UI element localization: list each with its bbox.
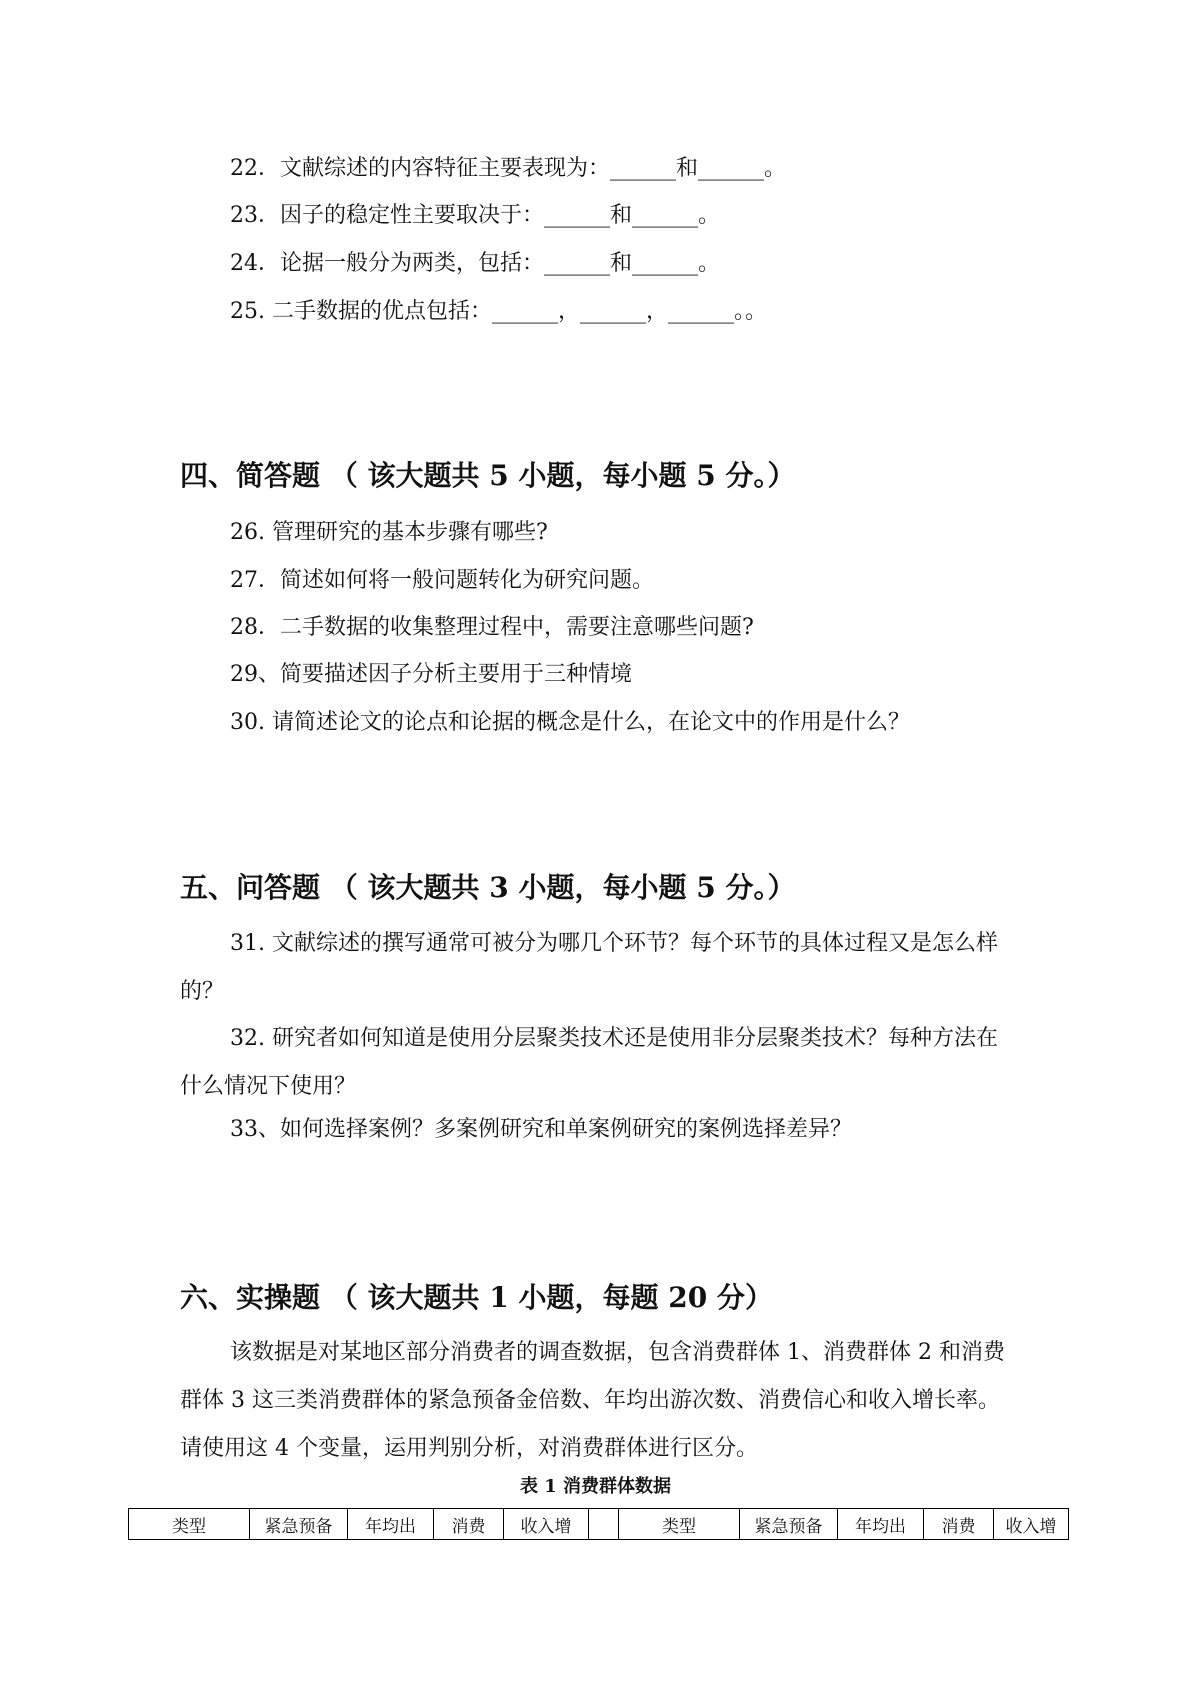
- practical-task-paragraph: 该数据是对某地区部分消费者的调查数据，包含消费群体 1、消费群体 2 和消费群体 3 这三类消费群体的紧急预备金倍数、年均出游次数、消费信心和收入增长率。请使用这 4 个变量，运用判别分析，对消费群体进行区分。: [180, 1340, 1005, 1461]
- question-28: 28．二手数据的收集整理过程中，需要注意哪些问题?: [230, 615, 754, 640]
- table-header-cell: 消费: [924, 1509, 994, 1540]
- table-header-cell: 类型: [129, 1509, 250, 1540]
- question-26: 26. 管理研究的基本步骤有哪些?: [230, 520, 548, 545]
- question-24: [230, 249, 720, 279]
- table-header-cell: 收入增: [994, 1509, 1069, 1540]
- question-30: 30. 请简述论文的论点和论据的概念是什么，在论文中的作用是什么？: [230, 710, 910, 735]
- table-header-cell: 紧急预备: [250, 1509, 348, 1540]
- question-text: ．论据一般分为两类，包括：______和______。: [258, 251, 721, 276]
- section-4-heading: 四、简答题 （ 该大题共 5 小题，每小题 5 分。）: [180, 459, 796, 492]
- question-number: 22: [230, 156, 258, 181]
- table-header-cell: 年均出: [348, 1509, 434, 1540]
- question-text: ．因子的稳定性主要取决于：______和______。: [258, 203, 721, 228]
- question-33: 33、如何选择案例？多案例研究和单案例研究的案例选择差异？: [230, 1117, 852, 1142]
- question-number: 24: [230, 251, 258, 276]
- table-header-cell: 年均出: [838, 1509, 924, 1540]
- question-text: ．文献综述的内容特征主要表现为：______和______。: [258, 156, 787, 181]
- question-22: [230, 154, 786, 184]
- question-27: 27．简述如何将一般问题转化为研究问题。: [230, 568, 654, 593]
- question-number: 23: [230, 203, 258, 228]
- table-header-cell: 收入增: [504, 1509, 589, 1540]
- question-number: 25: [230, 299, 258, 324]
- table-header-cell: [589, 1509, 619, 1540]
- question-32: 32. 研究者如何知道是使用分层聚类技术还是使用非分层聚类技术？每种方法在什么情况下使用？: [180, 1026, 998, 1099]
- table-caption: 表 1 消费群体数据: [519, 1476, 672, 1497]
- table-header-cell: 消费: [434, 1509, 504, 1540]
- question-23: [230, 201, 720, 231]
- section-5-heading: 五、问答题 （ 该大题共 3 小题，每小题 5 分。）: [180, 871, 796, 904]
- table-header-cell: 紧急预备: [740, 1509, 838, 1540]
- table-header-cell: 类型: [619, 1509, 740, 1540]
- question-text: . 二手数据的优点包括：______，______，______。。: [258, 299, 767, 324]
- question-25: [230, 297, 767, 327]
- consumer-group-table: [128, 1508, 1069, 1540]
- question-31: 31. 文献综述的撰写通常可被分为哪几个环节？每个环节的具体过程又是怎么样的？: [180, 931, 998, 1004]
- question-29: 29、简要描述因子分析主要用于三种情境: [230, 662, 632, 687]
- section-6-heading: 六、实操题 （ 该大题共 1 小题，每题 20 分）: [180, 1281, 773, 1314]
- table-header-row: [129, 1509, 1069, 1540]
